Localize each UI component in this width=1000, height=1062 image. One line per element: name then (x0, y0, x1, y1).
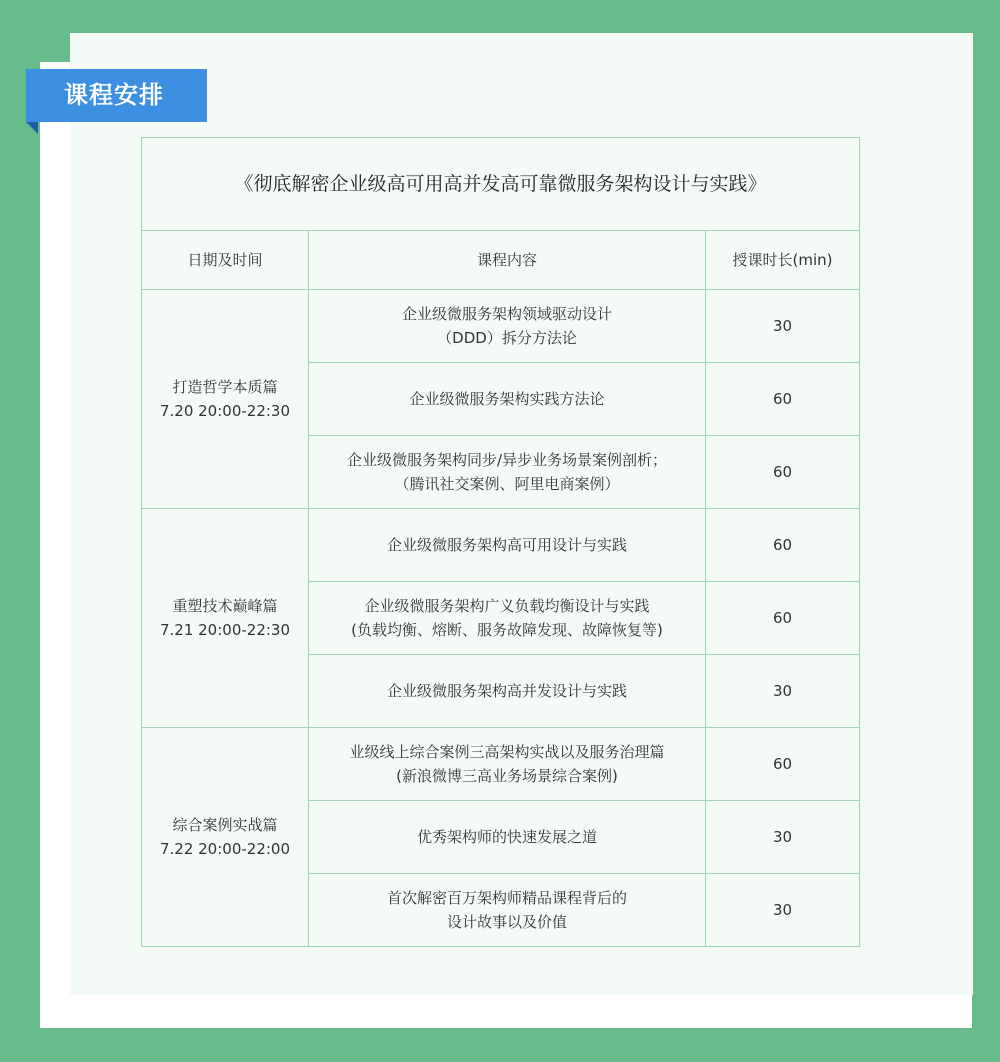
course-content-cell (309, 582, 706, 655)
course-schedule-table (141, 137, 860, 947)
course-duration: 60 (706, 582, 860, 655)
course-content-line: 企业级微服务架构领域驱动设计 (401, 305, 612, 323)
table-row (142, 728, 860, 801)
session-time: 7.21 20:00-22:30 (159, 621, 291, 639)
header-date: 日期及时间 (142, 231, 309, 290)
header-content: 课程内容 (309, 231, 706, 290)
table-header-row (142, 231, 860, 290)
course-content-cell (309, 509, 706, 582)
course-content-cell (309, 655, 706, 728)
course-content-line: 企业级微服务架构高可用设计与实践 (386, 536, 627, 554)
course-content-line: 业级线上综合案例三高架构实战以及服务治理篇 (349, 743, 665, 761)
session-time: 7.20 20:00-22:30 (159, 402, 291, 420)
course-content-line: (新浪微博三高业务场景综合案例) (396, 767, 618, 785)
course-duration: 30 (706, 801, 860, 874)
course-content-cell (309, 801, 706, 874)
session-cell (142, 509, 309, 728)
course-duration: 60 (706, 728, 860, 801)
section-tag-fold (26, 122, 38, 134)
course-content-line: 企业级微服务架构同步/异步业务场景案例剖析； (346, 451, 668, 469)
session-name: 综合案例实战篇 (172, 816, 278, 834)
course-duration: 60 (706, 436, 860, 509)
table-row (142, 290, 860, 363)
course-content-line: 设计故事以及价值 (446, 913, 567, 931)
course-content-line: （DDD）拆分方法论 (437, 329, 577, 347)
session-cell (142, 290, 309, 509)
section-tag: 课程安排 (26, 69, 207, 122)
course-content-cell (309, 728, 706, 801)
course-content-line: 企业级微服务架构广义负载均衡设计与实践 (364, 597, 650, 615)
table-row (142, 509, 860, 582)
course-content-line: 企业级微服务架构实践方法论 (409, 390, 605, 408)
course-content-line: 首次解密百万架构师精品课程背后的 (386, 889, 627, 907)
course-duration: 30 (706, 874, 860, 947)
session-name: 重塑技术巅峰篇 (172, 597, 278, 615)
session-cell (142, 728, 309, 947)
session-time: 7.22 20:00-22:00 (159, 840, 291, 858)
table-title-row (142, 138, 860, 231)
course-duration: 60 (706, 363, 860, 436)
table-title: 《彻底解密企业级高可用高并发高可靠微服务架构设计与实践》 (142, 138, 860, 231)
header-duration: 授课时长(min) (706, 231, 860, 290)
course-content-cell (309, 436, 706, 509)
session-name: 打造哲学本质篇 (172, 378, 278, 396)
course-content-line: 优秀架构师的快速发展之道 (416, 828, 597, 846)
course-content-cell (309, 874, 706, 947)
course-content-line: （腾讯社交案例、阿里电商案例） (394, 475, 620, 493)
course-duration: 30 (706, 290, 860, 363)
course-duration: 60 (706, 509, 860, 582)
course-duration: 30 (706, 655, 860, 728)
course-content-cell (309, 363, 706, 436)
course-content-cell (309, 290, 706, 363)
course-content-line: (负载均衡、熔断、服务故障发现、故障恢复等) (351, 621, 663, 639)
course-content-line: 企业级微服务架构高并发设计与实践 (386, 682, 627, 700)
